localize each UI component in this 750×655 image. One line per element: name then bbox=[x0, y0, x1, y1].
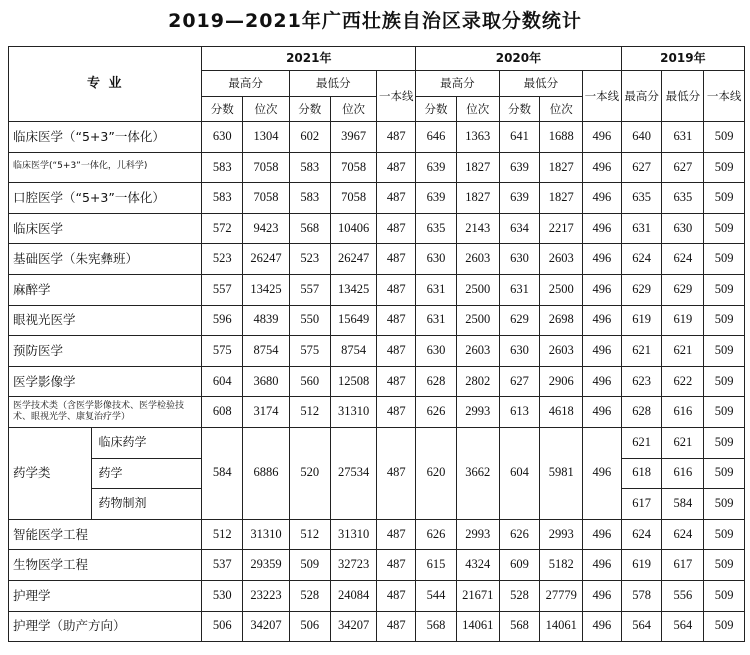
rank-header: 位次 bbox=[456, 97, 499, 122]
value-cell: 2993 bbox=[456, 397, 499, 428]
value-cell: 9423 bbox=[243, 213, 290, 244]
value-cell: 509 bbox=[704, 458, 745, 489]
value-cell: 596 bbox=[202, 305, 243, 336]
value-cell: 630 bbox=[416, 244, 457, 275]
value-cell: 487 bbox=[377, 152, 416, 183]
rank-header: 位次 bbox=[540, 97, 583, 122]
value-cell: 487 bbox=[377, 611, 416, 642]
tier1-line-header-2020: 一本线 bbox=[583, 71, 622, 122]
major-name-cell: 眼视光医学 bbox=[9, 305, 202, 336]
value-cell: 631 bbox=[499, 274, 540, 305]
value-cell: 5981 bbox=[540, 427, 583, 519]
major-name-cell: 口腔医学（“5+3”一体化） bbox=[9, 183, 202, 214]
min-score-header-2020: 最低分 bbox=[499, 71, 582, 97]
value-cell: 2993 bbox=[456, 519, 499, 550]
value-cell: 528 bbox=[289, 580, 330, 611]
value-cell: 3680 bbox=[243, 366, 290, 397]
value-cell: 26247 bbox=[243, 244, 290, 275]
value-cell: 27534 bbox=[330, 427, 377, 519]
value-cell: 619 bbox=[621, 550, 662, 581]
value-cell: 24084 bbox=[330, 580, 377, 611]
value-cell: 619 bbox=[621, 305, 662, 336]
value-cell: 615 bbox=[416, 550, 457, 581]
value-cell: 622 bbox=[662, 366, 704, 397]
value-cell: 619 bbox=[662, 305, 704, 336]
value-cell: 631 bbox=[662, 122, 704, 153]
value-cell: 616 bbox=[662, 397, 704, 428]
value-cell: 628 bbox=[416, 366, 457, 397]
major-name-cell: 护理学（助产方向） bbox=[9, 611, 202, 642]
value-cell: 616 bbox=[662, 458, 704, 489]
value-cell: 496 bbox=[583, 519, 622, 550]
value-cell: 496 bbox=[583, 611, 622, 642]
value-cell: 512 bbox=[289, 519, 330, 550]
value-cell: 7058 bbox=[330, 152, 377, 183]
value-cell: 496 bbox=[583, 550, 622, 581]
value-cell: 639 bbox=[499, 183, 540, 214]
value-cell: 12508 bbox=[330, 366, 377, 397]
value-cell: 509 bbox=[704, 366, 745, 397]
value-cell: 496 bbox=[583, 336, 622, 367]
value-cell: 8754 bbox=[330, 336, 377, 367]
value-cell: 572 bbox=[202, 213, 243, 244]
value-cell: 624 bbox=[621, 244, 662, 275]
value-cell: 584 bbox=[202, 427, 243, 519]
min-score-header-2021: 最低分 bbox=[289, 71, 377, 97]
major-name-cell: 麻醉学 bbox=[9, 274, 202, 305]
major-name-cell: 预防医学 bbox=[9, 336, 202, 367]
table-row bbox=[9, 519, 745, 550]
value-cell: 31310 bbox=[330, 519, 377, 550]
value-cell: 626 bbox=[416, 397, 457, 428]
score-header: 分数 bbox=[202, 97, 243, 122]
value-cell: 568 bbox=[289, 213, 330, 244]
major-name-cell: 护理学 bbox=[9, 580, 202, 611]
value-cell: 2143 bbox=[456, 213, 499, 244]
value-cell: 608 bbox=[202, 397, 243, 428]
value-cell: 10406 bbox=[330, 213, 377, 244]
value-cell: 628 bbox=[621, 397, 662, 428]
value-cell: 1827 bbox=[456, 152, 499, 183]
major-name-cell: 医学影像学 bbox=[9, 366, 202, 397]
value-cell: 575 bbox=[289, 336, 330, 367]
value-cell: 496 bbox=[583, 397, 622, 428]
value-cell: 627 bbox=[662, 152, 704, 183]
value-cell: 487 bbox=[377, 213, 416, 244]
rank-header: 位次 bbox=[330, 97, 377, 122]
table-row bbox=[9, 397, 745, 428]
value-cell: 568 bbox=[416, 611, 457, 642]
value-cell: 2500 bbox=[456, 274, 499, 305]
value-cell: 523 bbox=[202, 244, 243, 275]
value-cell: 609 bbox=[499, 550, 540, 581]
value-cell: 509 bbox=[704, 122, 745, 153]
value-cell: 602 bbox=[289, 122, 330, 153]
value-cell: 506 bbox=[289, 611, 330, 642]
value-cell: 621 bbox=[662, 336, 704, 367]
value-cell: 635 bbox=[662, 183, 704, 214]
value-cell: 634 bbox=[499, 213, 540, 244]
admission-score-table bbox=[8, 46, 745, 642]
value-cell: 3967 bbox=[330, 122, 377, 153]
value-cell: 631 bbox=[416, 274, 457, 305]
value-cell: 623 bbox=[621, 366, 662, 397]
major-name-cell: 临床医学(“5+3”一体化，儿科学) bbox=[9, 152, 202, 183]
value-cell: 557 bbox=[289, 274, 330, 305]
value-cell: 613 bbox=[499, 397, 540, 428]
value-cell: 639 bbox=[416, 183, 457, 214]
value-cell: 7058 bbox=[243, 152, 290, 183]
value-cell: 5182 bbox=[540, 550, 583, 581]
max-score-header-2021: 最高分 bbox=[202, 71, 290, 97]
value-cell: 34207 bbox=[330, 611, 377, 642]
table-row bbox=[9, 122, 745, 153]
value-cell: 4324 bbox=[456, 550, 499, 581]
value-cell: 487 bbox=[377, 366, 416, 397]
value-cell: 617 bbox=[621, 489, 662, 520]
value-cell: 7058 bbox=[330, 183, 377, 214]
value-cell: 564 bbox=[621, 611, 662, 642]
value-cell: 509 bbox=[704, 336, 745, 367]
table-row bbox=[9, 580, 745, 611]
value-cell: 509 bbox=[704, 519, 745, 550]
value-cell: 509 bbox=[704, 489, 745, 520]
value-cell: 630 bbox=[662, 213, 704, 244]
table-row bbox=[9, 152, 745, 183]
value-cell: 496 bbox=[583, 427, 622, 519]
major-name-cell: 生物医学工程 bbox=[9, 550, 202, 581]
year-2021-header: 2021年 bbox=[202, 47, 416, 71]
value-cell: 635 bbox=[621, 183, 662, 214]
table-row bbox=[9, 366, 745, 397]
major-name-cell: 临床医学 bbox=[9, 213, 202, 244]
value-cell: 2603 bbox=[456, 244, 499, 275]
value-cell: 544 bbox=[416, 580, 457, 611]
tier1-line-header-2019: 一本线 bbox=[704, 71, 745, 122]
value-cell: 509 bbox=[704, 244, 745, 275]
value-cell: 624 bbox=[662, 519, 704, 550]
value-cell: 568 bbox=[499, 611, 540, 642]
year-2019-header: 2019年 bbox=[621, 47, 744, 71]
value-cell: 626 bbox=[416, 519, 457, 550]
value-cell: 2500 bbox=[456, 305, 499, 336]
value-cell: 629 bbox=[662, 274, 704, 305]
value-cell: 640 bbox=[621, 122, 662, 153]
table-row bbox=[9, 550, 745, 581]
value-cell: 646 bbox=[416, 122, 457, 153]
max-score-header-2019: 最高分 bbox=[621, 71, 662, 122]
value-cell: 564 bbox=[662, 611, 704, 642]
major-name-cell: 医学技术类（含医学影像技术、医学检验技术、眼视光学、康复治疗学） bbox=[9, 397, 202, 428]
table-row bbox=[9, 213, 745, 244]
value-cell: 641 bbox=[499, 122, 540, 153]
value-cell: 29359 bbox=[243, 550, 290, 581]
value-cell: 496 bbox=[583, 305, 622, 336]
sub-major-name-cell: 临床药学 bbox=[92, 427, 202, 458]
value-cell: 487 bbox=[377, 122, 416, 153]
major-header: 专 业 bbox=[9, 47, 202, 122]
major-name-cell: 临床医学（“5+3”一体化） bbox=[9, 122, 202, 153]
value-cell: 13425 bbox=[330, 274, 377, 305]
value-cell: 509 bbox=[704, 427, 745, 458]
value-cell: 635 bbox=[416, 213, 457, 244]
value-cell: 487 bbox=[377, 336, 416, 367]
value-cell: 509 bbox=[289, 550, 330, 581]
value-cell: 509 bbox=[704, 550, 745, 581]
value-cell: 1304 bbox=[243, 122, 290, 153]
value-cell: 487 bbox=[377, 427, 416, 519]
value-cell: 617 bbox=[662, 550, 704, 581]
value-cell: 578 bbox=[621, 580, 662, 611]
value-cell: 512 bbox=[289, 397, 330, 428]
value-cell: 496 bbox=[583, 366, 622, 397]
value-cell: 2698 bbox=[540, 305, 583, 336]
value-cell: 509 bbox=[704, 397, 745, 428]
value-cell: 556 bbox=[662, 580, 704, 611]
value-cell: 583 bbox=[202, 183, 243, 214]
table-row bbox=[9, 274, 745, 305]
value-cell: 557 bbox=[202, 274, 243, 305]
value-cell: 629 bbox=[499, 305, 540, 336]
value-cell: 21671 bbox=[456, 580, 499, 611]
score-header: 分数 bbox=[416, 97, 457, 122]
value-cell: 506 bbox=[202, 611, 243, 642]
major-name-cell: 基础医学（朱宪彝班） bbox=[9, 244, 202, 275]
value-cell: 1827 bbox=[456, 183, 499, 214]
value-cell: 487 bbox=[377, 519, 416, 550]
value-cell: 496 bbox=[583, 274, 622, 305]
value-cell: 629 bbox=[621, 274, 662, 305]
value-cell: 487 bbox=[377, 397, 416, 428]
table-row bbox=[9, 244, 745, 275]
value-cell: 2603 bbox=[540, 244, 583, 275]
value-cell: 604 bbox=[499, 427, 540, 519]
value-cell: 2500 bbox=[540, 274, 583, 305]
value-cell: 13425 bbox=[243, 274, 290, 305]
value-cell: 4839 bbox=[243, 305, 290, 336]
table-row bbox=[9, 611, 745, 642]
value-cell: 496 bbox=[583, 122, 622, 153]
value-cell: 631 bbox=[621, 213, 662, 244]
table-row bbox=[9, 336, 745, 367]
value-cell: 627 bbox=[499, 366, 540, 397]
value-cell: 583 bbox=[202, 152, 243, 183]
value-cell: 487 bbox=[377, 183, 416, 214]
value-cell: 509 bbox=[704, 580, 745, 611]
value-cell: 26247 bbox=[330, 244, 377, 275]
value-cell: 583 bbox=[289, 152, 330, 183]
table-row bbox=[9, 305, 745, 336]
value-cell: 631 bbox=[416, 305, 457, 336]
value-cell: 1363 bbox=[456, 122, 499, 153]
score-header: 分数 bbox=[499, 97, 540, 122]
value-cell: 6886 bbox=[243, 427, 290, 519]
value-cell: 496 bbox=[583, 183, 622, 214]
value-cell: 512 bbox=[202, 519, 243, 550]
major-name-cell: 智能医学工程 bbox=[9, 519, 202, 550]
value-cell: 487 bbox=[377, 550, 416, 581]
value-cell: 626 bbox=[499, 519, 540, 550]
value-cell: 496 bbox=[583, 152, 622, 183]
value-cell: 23223 bbox=[243, 580, 290, 611]
min-score-header-2019: 最低分 bbox=[662, 71, 704, 122]
value-cell: 509 bbox=[704, 274, 745, 305]
value-cell: 624 bbox=[662, 244, 704, 275]
value-cell: 630 bbox=[499, 244, 540, 275]
value-cell: 32723 bbox=[330, 550, 377, 581]
value-cell: 575 bbox=[202, 336, 243, 367]
value-cell: 520 bbox=[289, 427, 330, 519]
value-cell: 487 bbox=[377, 244, 416, 275]
table-row bbox=[9, 183, 745, 214]
value-cell: 630 bbox=[202, 122, 243, 153]
rank-header: 位次 bbox=[243, 97, 290, 122]
value-cell: 604 bbox=[202, 366, 243, 397]
year-2020-header: 2020年 bbox=[416, 47, 622, 71]
value-cell: 537 bbox=[202, 550, 243, 581]
value-cell: 14061 bbox=[456, 611, 499, 642]
value-cell: 487 bbox=[377, 305, 416, 336]
tier1-line-header-2021: 一本线 bbox=[377, 71, 416, 122]
value-cell: 509 bbox=[704, 213, 745, 244]
value-cell: 621 bbox=[621, 336, 662, 367]
major-group-cell: 药学类 bbox=[9, 427, 92, 519]
value-cell: 4618 bbox=[540, 397, 583, 428]
value-cell: 31310 bbox=[330, 397, 377, 428]
value-cell: 7058 bbox=[243, 183, 290, 214]
value-cell: 27779 bbox=[540, 580, 583, 611]
value-cell: 34207 bbox=[243, 611, 290, 642]
value-cell: 2802 bbox=[456, 366, 499, 397]
value-cell: 624 bbox=[621, 519, 662, 550]
value-cell: 31310 bbox=[243, 519, 290, 550]
table-row bbox=[9, 427, 745, 458]
value-cell: 550 bbox=[289, 305, 330, 336]
value-cell: 487 bbox=[377, 580, 416, 611]
value-cell: 3662 bbox=[456, 427, 499, 519]
value-cell: 509 bbox=[704, 305, 745, 336]
value-cell: 8754 bbox=[243, 336, 290, 367]
value-cell: 1688 bbox=[540, 122, 583, 153]
value-cell: 2603 bbox=[540, 336, 583, 367]
value-cell: 2217 bbox=[540, 213, 583, 244]
value-cell: 496 bbox=[583, 580, 622, 611]
value-cell: 509 bbox=[704, 152, 745, 183]
value-cell: 487 bbox=[377, 274, 416, 305]
sub-major-name-cell: 药物制剂 bbox=[92, 489, 202, 520]
value-cell: 630 bbox=[499, 336, 540, 367]
value-cell: 509 bbox=[704, 183, 745, 214]
value-cell: 583 bbox=[289, 183, 330, 214]
value-cell: 2603 bbox=[456, 336, 499, 367]
sub-major-name-cell: 药学 bbox=[92, 458, 202, 489]
value-cell: 621 bbox=[662, 427, 704, 458]
value-cell: 618 bbox=[621, 458, 662, 489]
value-cell: 528 bbox=[499, 580, 540, 611]
max-score-header-2020: 最高分 bbox=[416, 71, 499, 97]
value-cell: 15649 bbox=[330, 305, 377, 336]
value-cell: 1827 bbox=[540, 183, 583, 214]
value-cell: 530 bbox=[202, 580, 243, 611]
value-cell: 3174 bbox=[243, 397, 290, 428]
value-cell: 639 bbox=[416, 152, 457, 183]
value-cell: 523 bbox=[289, 244, 330, 275]
value-cell: 2993 bbox=[540, 519, 583, 550]
score-header: 分数 bbox=[289, 97, 330, 122]
value-cell: 621 bbox=[621, 427, 662, 458]
value-cell: 584 bbox=[662, 489, 704, 520]
value-cell: 627 bbox=[621, 152, 662, 183]
value-cell: 509 bbox=[704, 611, 745, 642]
page-title: 2019—2021年广西壮族自治区录取分数统计 bbox=[168, 10, 582, 32]
value-cell: 630 bbox=[416, 336, 457, 367]
value-cell: 1827 bbox=[540, 152, 583, 183]
value-cell: 639 bbox=[499, 152, 540, 183]
value-cell: 14061 bbox=[540, 611, 583, 642]
value-cell: 560 bbox=[289, 366, 330, 397]
value-cell: 2906 bbox=[540, 366, 583, 397]
value-cell: 620 bbox=[416, 427, 457, 519]
value-cell: 496 bbox=[583, 244, 622, 275]
value-cell: 496 bbox=[583, 213, 622, 244]
